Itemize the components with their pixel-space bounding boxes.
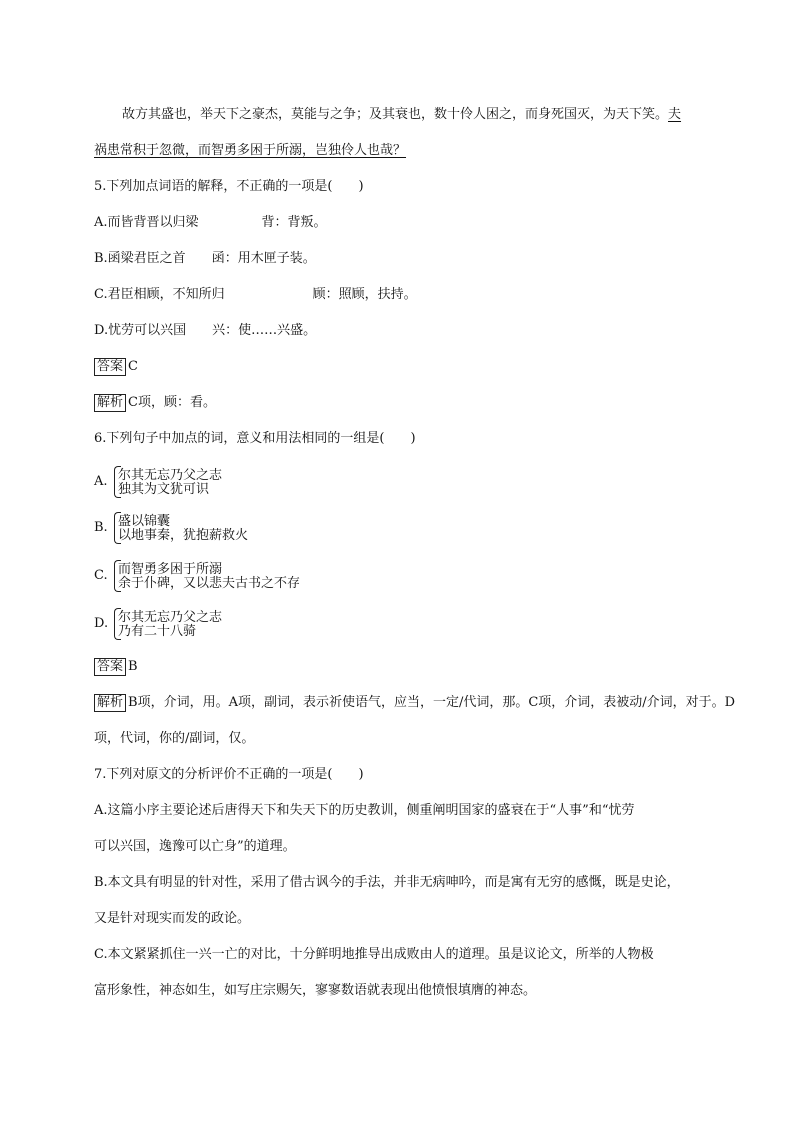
passage-line-1: 故方其盛也，举天下之豪杰，莫能与之争；及其衰也，数十伶人困之，而身死国灭，为天下笑。夫 — [122, 107, 682, 122]
q7-option-b-line-2: 又是针对现实而发的政论。 — [94, 911, 251, 926]
q7-option-a-line-1: A.这篇小序主要论述后唐得天下和失天下的历史教训，侧重阐明国家的盛衰在于“人事”和“忧劳 — [94, 803, 635, 818]
q6-analysis-line-2: 项，代词，你的/副词，仅。 — [94, 731, 255, 746]
q6-analysis-line-1: 解析 B项，介词，用。A项，副词，表示祈使语气，应当，一定/代词，那。C项，介词，表被动/介词，对于。D — [94, 694, 735, 712]
analysis-label: 解析 — [94, 694, 126, 712]
q7-stem: 7.下列对原文的分析评价不正确的一项是( ) — [94, 767, 364, 782]
q5-option-d: D.忧劳可以兴国 兴：使……兴盛。 — [94, 323, 317, 338]
q5-option-a: A.而皆背晋以归梁 背：背叛。 — [94, 215, 327, 230]
q7-option-c-line-1: C.本文紧紧抓住一兴一亡的对比，十分鲜明地推导出成败由人的道理。虽是议论文，所举的人物极 — [94, 947, 654, 962]
q7-option-a-line-2: 可以兴国，逸豫可以亡身”的道理。 — [94, 839, 296, 854]
passage-underlined-start: 夫 — [668, 107, 682, 122]
q5-analysis: 解析 C项，顾：看。 — [94, 394, 216, 412]
answer-label: 答案 — [94, 358, 126, 376]
passage-underlined-text: 祸患常积于忽微，而智勇多困于所溺，岂独伶人也哉？ — [94, 143, 407, 158]
answer-label: 答案 — [94, 658, 126, 676]
q7-option-c-line-2: 富形象性，神态如生，如写庄宗赐矢，寥寥数语就表现出他愤恨填膺的神态。 — [94, 983, 537, 998]
q5-stem: 5.下列加点词语的解释，不正确的一项是( ) — [94, 179, 364, 194]
q5-option-b: B.函梁君臣之首 函：用木匣子装。 — [94, 251, 316, 266]
q5-option-c: C.君臣相顾，不知所归 顾：照顾，扶持。 — [94, 287, 417, 302]
q5-answer: 答案 C — [94, 358, 138, 376]
passage-line-2 — [94, 142, 406, 160]
analysis-label: 解析 — [94, 394, 126, 412]
q6-answer: 答案 B — [94, 658, 138, 676]
q6-stem: 6.下列句子中加点的词，意义和用法相同的一组是( ) — [94, 431, 416, 446]
q7-option-b-line-1: B.本文具有明显的针对性，采用了借古讽今的手法，并非无病呻吟，而是寓有无穷的感慨，既是史论， — [94, 875, 680, 890]
